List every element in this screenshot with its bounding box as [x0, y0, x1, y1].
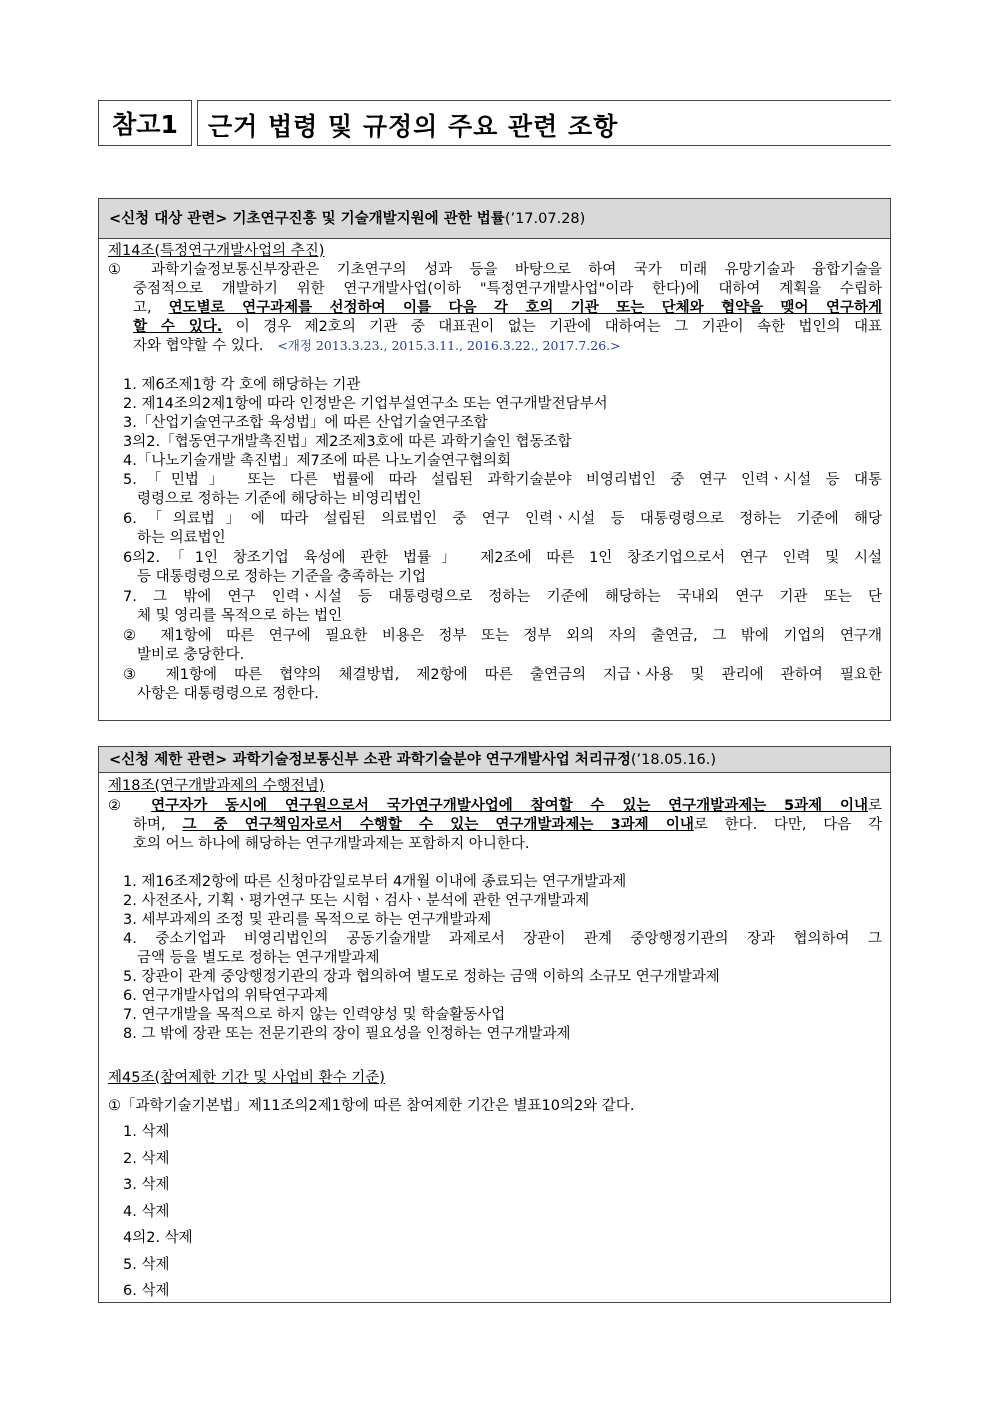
list-item: 3의2.「협동연구개발촉진법」제2조제3호에 따른 과학기술인 협동조합 [123, 434, 572, 450]
paragraph-line: ① 과학기술정보통신부장관은 기초연구의 성과 등을 바탕으로 하여 국가 미래 유망기술과 융합기술을 [108, 262, 882, 278]
amendment-note: <개정 2013.3.23., 2015.3.11., 2016.3.22., 2017.7.26.> [277, 338, 621, 353]
list-item: 4. 삭제 [123, 1204, 170, 1220]
list-item: 6. 연구개발사업의 위탁연구과제 [123, 988, 329, 1004]
paragraph-line: ② 제1항에 따른 연구에 필요한 비용은 정부 또는 정부 외의 자의 출연금, 그 밖에 기업의 연구개 [123, 628, 882, 644]
paragraph-line [133, 299, 882, 317]
list-item: 1. 제16조제2항에 따른 신청마감일로부터 4개월 이내에 종료되는 연구개발과제 [123, 874, 627, 890]
section-header-title: <신청 대상 관련> 기초연구진흥 및 기술개발지원에 관한 법률 [109, 211, 505, 227]
list-item: 2. 제14조의2제1항에 따라 인정받은 기업부설연구소 또는 연구개발전담부서 [123, 396, 608, 412]
list-item-continued: 체 및 영리를 목적으로 하는 법인 [137, 608, 343, 624]
list-item: 2. 사전조사, 기획ㆍ평가연구 또는 시험ㆍ검사ㆍ분석에 관한 연구개발과제 [123, 893, 590, 909]
section-application-target [98, 198, 891, 721]
emphasized-text: 연도별로 연구과제를 선정하여 이를 다음 각 호의 기관 또는 단체와 협약을 맺어 연구하게 [168, 300, 883, 316]
list-item: 1. 제6조제1항 각 호에 해당하는 기관 [123, 377, 361, 393]
paragraph-line: ①「과학기술기본법」제11조의2제1항에 따른 참여제한 기간은 별표10의2와 같다. [108, 1098, 635, 1114]
list-item-continued: 하는 의료법인 [137, 530, 226, 546]
list-item: 4의2. 삭제 [123, 1230, 193, 1246]
list-item: 8. 그 밖에 장관 또는 전문기관의 장이 필요성을 인정하는 연구개발과제 [123, 1026, 571, 1042]
section-application-restriction [98, 746, 891, 1303]
paragraph-line: 중점적으로 개발하기 위한 연구개발사업(이하 "특정연구개발사업"이라 한다)에 대하여 계획을 수립하 [133, 281, 882, 297]
section-header [99, 747, 890, 773]
paragraph-line [108, 797, 882, 815]
text-segment: 로 한다. 다만, 다음 각 [693, 817, 882, 833]
section-header-date: (’17.07.28) [504, 211, 586, 227]
section-header [99, 199, 890, 239]
text-segment: 고, [133, 300, 152, 316]
text-segment: 로 [867, 798, 882, 814]
list-item: 4. 중소기업과 비영리법인의 공동기술개발 과제로서 장관이 관계 중앙행정기관의 장과 협의하여 그 [123, 931, 882, 947]
paragraph-line [133, 318, 882, 336]
list-item: 6. 삭제 [123, 1283, 170, 1299]
list-item: 7. 연구개발을 목적으로 하지 않는 인력양성 및 학술활동사업 [123, 1007, 506, 1023]
paragraph-line [133, 816, 882, 834]
list-item: 1. 삭제 [123, 1124, 170, 1140]
list-item: 7. 그 밖에 연구 인력ㆍ시설 등 대통령령으로 정하는 기준에 해당하는 국내외 연구 기관 또는 단 [123, 589, 882, 605]
section-header-date: (’18.05.16.) [630, 752, 716, 768]
text-segment: ② [108, 798, 152, 814]
list-item: 6.「의료법」에 따라 설립된 의료법인 중 연구 인력ㆍ시설 등 대통령령으로 정하는 기준에 해당 [123, 511, 882, 527]
list-item: 4.「나노기술개발 촉진법」제7조에 따른 나노기술연구협의회 [123, 453, 512, 469]
text-segment: 자와 협약할 수 있다. [133, 338, 264, 354]
article-heading: 제14조(특정연구개발사업의 추진) [108, 243, 325, 259]
title-box [197, 100, 891, 146]
emphasized-text: 그 중 연구책임자로서 수행할 수 있는 연구개발과제는 3과제 이내 [182, 817, 694, 833]
paragraph-line: 호의 어느 하나에 해당하는 연구개발과제는 포함하지 아니한다. [133, 836, 530, 852]
article-heading: 제45조(참여제한 기간 및 사업비 환수 기준) [108, 1070, 385, 1086]
paragraph-line: 발비로 충당한다. [137, 647, 245, 663]
list-item: 5. 장관이 관계 중앙행정기관의 장과 협의하여 별도로 정하는 금액 이하의 소규모 연구개발과제 [123, 969, 720, 985]
reference-label: 참고1 [98, 100, 192, 146]
text-segment: 하며, [133, 817, 183, 833]
list-item: 3.「산업기술연구조합 육성법」에 따른 산업기술연구조합 [123, 415, 488, 431]
list-item: 3. 삭제 [123, 1177, 170, 1193]
list-item-continued: 등 대통령령으로 정하는 기준을 충족하는 기업 [137, 569, 427, 585]
section-header-title: <신청 제한 관련> 과학기술정보통신부 소관 과학기술분야 연구개발사업 처리규정 [109, 752, 631, 768]
list-item-continued: 령령으로 정하는 기준에 해당하는 비영리법인 [137, 491, 422, 507]
emphasized-text: 할 수 있다. [133, 319, 223, 335]
paragraph-line: ③ 제1항에 따른 협약의 체결방법, 제2항에 따른 출연금의 지급ㆍ사용 및 관리에 관하여 필요한 [123, 667, 882, 683]
list-item: 3. 세부과제의 조정 및 관리를 목적으로 하는 연구개발과제 [123, 912, 492, 928]
emphasized-text: 연구자가 동시에 연구원으로서 국가연구개발사업에 참여할 수 있는 연구개발과제는 5과제 이내 [151, 798, 868, 814]
list-item: 5.「민법」 또는 다른 법률에 따라 설립된 과학기술분야 비영리법인 중 연구 인력ㆍ시설 등 대통 [123, 472, 882, 488]
page-title: 근거 법령 및 규정의 주요 관련 조항 [208, 112, 619, 141]
text-segment: 이 경우 제2호의 기관 중 대표권이 없는 기관에 대하여는 그 기관이 속한 법인의 대표 [222, 319, 882, 335]
list-item: 2. 삭제 [123, 1151, 170, 1167]
list-item: 5. 삭제 [123, 1257, 170, 1273]
list-item: 6의2.「1인 창조기업 육성에 관한 법률」 제2조에 따른 1인 창조기업으로서 연구 인력 및 시설 [123, 550, 882, 566]
article-heading: 제18조(연구개발과제의 수행전념) [108, 778, 325, 794]
list-item-continued: 금액 등을 별도로 정하는 연구개발과제 [137, 950, 380, 966]
paragraph-line: 사항은 대통령령으로 정한다. [137, 686, 319, 702]
paragraph-line [133, 337, 621, 355]
